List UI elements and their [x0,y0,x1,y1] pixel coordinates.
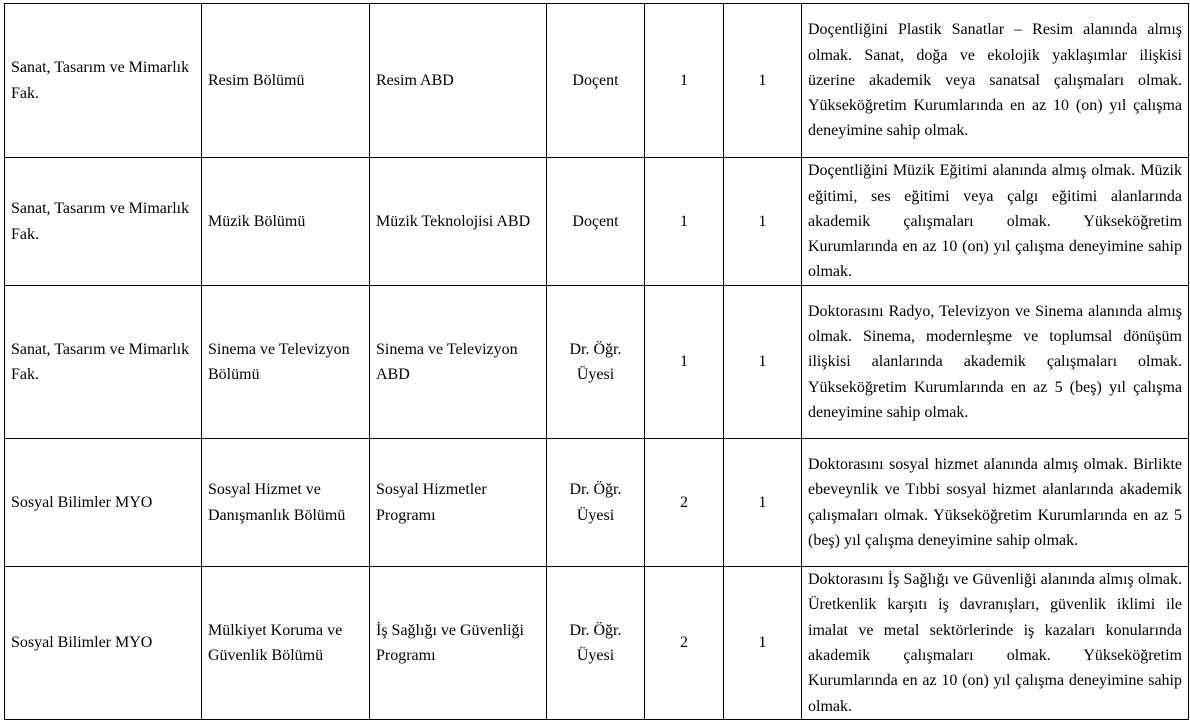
faculty-cell: Sosyal Bilimler MYO [5,567,202,720]
positions-cell: 2 [645,567,724,720]
department-cell: Resim Bölümü [202,4,370,158]
title-cell: Dr. Öğr. Üyesi [547,439,645,567]
program-cell: Müzik Teknolojisi ABD [370,158,547,286]
title-cell: Doçent [547,158,645,286]
program-cell: Sosyal Hizmetler Programı [370,439,547,567]
quota-cell: 1 [724,158,802,286]
department-cell: Sinema ve Televizyon Bölümü [202,286,370,439]
program-cell: İş Sağlığı ve Güvenliği Programı [370,567,547,720]
requirements-cell: Doktorasını Radyo, Televizyon ve Sinema alanında almış olmak. Sinema, modernleşme ve toplumsal dönüşüm ilişkisi alanlarında akademik çalışmaları olmak. Yükseköğretim Kurumlarında en az 5 (beş) yıl çalışma deneyimine sahip olmak. [802,286,1189,439]
faculty-cell: Sanat, Tasarım ve Mimarlık Fak. [5,286,202,439]
positions-cell: 1 [645,286,724,439]
faculty-cell: Sosyal Bilimler MYO [5,439,202,567]
department-cell: Sosyal Hizmet ve Danışmanlık Bölümü [202,439,370,567]
positions-cell: 1 [645,158,724,286]
title-cell: Dr. Öğr. Üyesi [547,286,645,439]
table-row [5,158,1189,286]
faculty-cell: Sanat, Tasarım ve Mimarlık Fak. [5,158,202,286]
positions-cell: 2 [645,439,724,567]
quota-cell: 1 [724,439,802,567]
table-row [5,439,1189,567]
requirements-cell: Doçentliğini Plastik Sanatlar – Resim alanında almış olmak. Sanat, doğa ve ekolojik yaklaşımlar ilişkisi üzerine akademik veya sanatsal çalışmaları olmak. Yükseköğretim Kurumlarında en az 10 (on) yıl çalışma deneyimine sahip olmak. [802,4,1189,158]
faculty-cell: Sanat, Tasarım ve Mimarlık Fak. [5,4,202,158]
quota-cell: 1 [724,567,802,720]
table-row [5,567,1189,720]
requirements-cell: Doktorasını sosyal hizmet alanında almış olmak. Birlikte ebeveynlik ve Tıbbi sosyal hizmet alanlarında akademik çalışmaları olmak. Yükseköğretim Kurumlarında en az 5 (beş) yıl çalışma deneyimine sahip olmak. [802,439,1189,567]
positions-cell: 1 [645,4,724,158]
department-cell: Mülkiyet Koruma ve Güvenlik Bölümü [202,567,370,720]
program-cell: Resim ABD [370,4,547,158]
program-cell: Sinema ve Televizyon ABD [370,286,547,439]
title-cell: Dr. Öğr. Üyesi [547,567,645,720]
title-cell: Doçent [547,4,645,158]
table-row [5,286,1189,439]
quota-cell: 1 [724,286,802,439]
table-row [5,4,1189,158]
quota-cell: 1 [724,4,802,158]
requirements-cell: Doçentliğini Müzik Eğitimi alanında almış olmak. Müzik eğitimi, ses eğitimi veya çalgı eğitimi alanlarında akademik çalışmaları olmak. Yükseköğretim Kurumlarında en az 10 (on) yıl çalışma deneyimine sahip olmak. [802,158,1189,286]
department-cell: Müzik Bölümü [202,158,370,286]
positions-table [4,3,1189,720]
requirements-cell: Doktorasını İş Sağlığı ve Güvenliği alanında almış olmak. Üretkenlik karşıtı iş davranışları, güvenlik iklimi ile imalat ve metal sektörlerinde iş kazaları konularında akademik çalışmaları olmak. Yükseköğretim Kurumlarında en az 10 (on) yıl çalışma deneyimine sahip olmak. [802,567,1189,720]
